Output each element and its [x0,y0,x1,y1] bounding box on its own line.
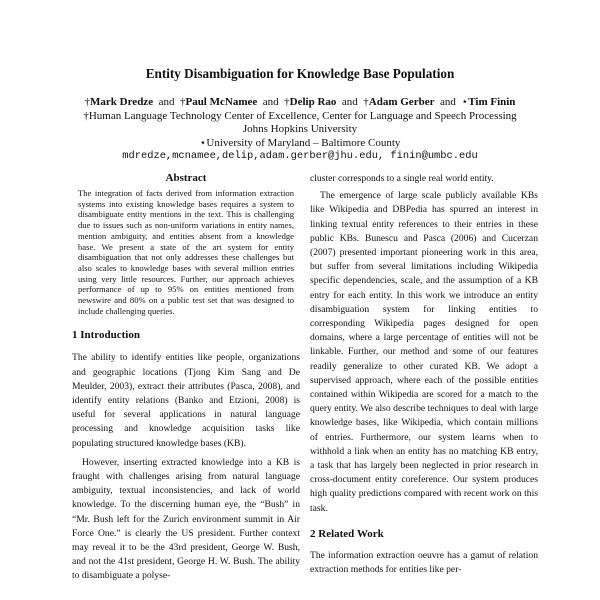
paper-title: Entity Disambiguation for Knowledge Base Population [145,66,455,81]
intro-paragraph-2: However, inserting extracted knowledge into a KB is fraught with challenges arising from natural language ambiguity, textual inconsistencies, and lack of world knowledge. To the discerning human eye, the “Bush” in “Mr. Bush left for the Zurich environment summit in Air Force One.” is clearly the US president. Further context may reveal it to be the 43rd president, George W. Bush, and not the 41st president, George H. W. Bush. The ability to disambiguate a polyse- [72,456,300,582]
section-heading-introduction: 1 Introduction [72,329,140,342]
intro-paragraph-1: The ability to identify entities like people, organizations and geographic locations (Tjong Kim Sang and De Meulder, 2003), extract their attributes (Pasca, 2008), and identify entity relations (Banko and Etzioni, 2008) is useful for several applications in natural language processing and knowledge acquisition tasks like populating structured knowledge bases (KB). [72,352,300,449]
author-name: Mark Dredze [90,96,154,108]
author-line: †Mark Dredze and †Paul McNamee and †Delip Rao and †Adam Gerber and ⋆Tim Finin [84,96,516,108]
author-block [0,96,600,164]
affiliation-jhu-hltcoe: †Human Language Technology Center of Excellence, Center for Language and Speech Processing [83,109,517,122]
affiliation-umbc: ⋆University of Maryland – Baltimore County [199,136,401,149]
section-heading-related-work: 2 Related Work [310,527,384,540]
author-name: Tim Finin [468,96,516,108]
right-paragraph-1: The emergence of large scale publicly available KBs like Wikipedia and DBPedia has spurred an interest in linking textual entity references to their entries in these public KBs. Bunescu and Pasca (2006) and Cucerzan (2007) presented important pioneering work in this area, but suffer from several limitations including Wikipedia specific dependencies, scale, and the assumption of a KB entry for each entity. In this work we introduce an entity disambiguation system for linking entities to corresponding Wikipedia pages designed for open domains, where a large percentage of entities will not be linkable. Further, our method and some of our features readily generalize to other curated KB. We adopt a supervised approach, where each of the possible entities contained within Wikipedia are scored for a match to the query entity. We also describe techniques to deal with large knowledge bases, like Wikipedia, which contain millions of entries. Furthermore, our system learns when to withhold a link when an entity has no matching KB entry, a task that has largely been neglected in prior research in cross-document entity coreference. Our system produces high quality predictions compared with recent work on this task. [310,190,538,514]
abstract-heading: Abstract [165,172,207,184]
author-name: Adam Gerber [368,96,435,108]
abstract-text: The integration of facts derived from information extraction systems into existing knowledge bases requires a system to disambiguate entity mentions in the text. This is challenging due to issues such as non-uniform variations in entity names, mention ambiguity, and entities absent from a knowledge base. We present a state of the art system for entity disambiguation that not only addresses these challenges but also scales to knowledge bases with several million entries using very little resources. Further, our approach achieves performance of up to 95% on entities mentioned from newswire and 80% on a public test set that was designed to include challenging queries. [78,188,294,316]
right-paragraph-continuation: cluster corresponds to a single real world entity. [310,173,494,184]
left-column [72,172,300,584]
author-name: Delip Rao [289,96,337,108]
related-work-paragraph: The information extraction oeuvre has a gamut of relation extraction methods for entities like per- [310,549,538,576]
affiliation-jhu: Johns Hopkins University [242,123,358,136]
author-emails: mdredze,mcnamee,delip,adam.gerber@jhu.edu, finin@umbc.edu [122,150,478,163]
author-name: Paul McNamee [185,96,258,108]
right-column [310,172,538,577]
